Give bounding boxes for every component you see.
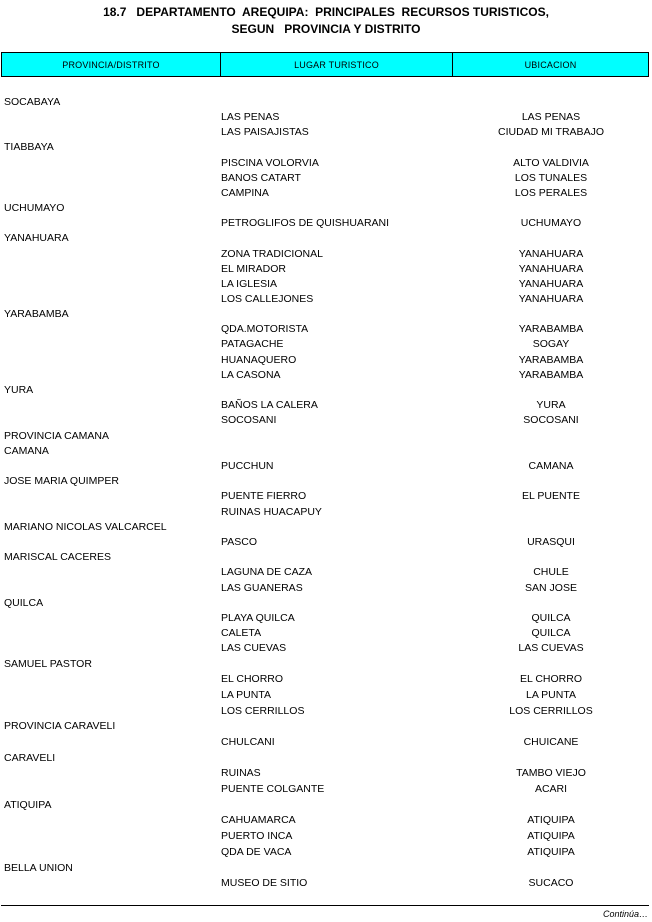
- location-cell: CAMANA: [528, 460, 574, 472]
- location-cell: URASQUI: [527, 536, 575, 548]
- location-cell: YANAHUARA: [518, 248, 584, 260]
- table-row: [0, 657, 652, 672]
- place-cell: CHULCANI: [221, 736, 275, 748]
- location-cell: SUCACO: [528, 877, 574, 889]
- table-row: [0, 156, 652, 171]
- table-row: [0, 413, 652, 428]
- location-cell: LAS CUEVAS: [518, 642, 584, 654]
- location-cell: QUILCA: [531, 612, 571, 624]
- district-cell: SAMUEL PASTOR: [4, 658, 92, 670]
- location-cell: EL CHORRO: [519, 673, 583, 685]
- page-subtitle: SEGUN PROVINCIA Y DISTRITO: [231, 22, 421, 36]
- table-row: [0, 535, 652, 550]
- table-row: [0, 262, 652, 277]
- table-row: [0, 110, 652, 125]
- place-cell: SOCOSANI: [221, 414, 277, 426]
- location-cell: LA PUNTA: [526, 689, 576, 701]
- district-cell: CAMANA: [4, 445, 49, 457]
- district-cell: PROVINCIA CAMANA: [4, 430, 110, 442]
- table-row: [0, 626, 652, 641]
- place-cell: EL CHORRO: [221, 673, 284, 685]
- table-row: [0, 231, 652, 246]
- district-cell: YARABAMBA: [4, 308, 69, 320]
- location-cell: SOGAY: [532, 338, 570, 350]
- table-row: [0, 550, 652, 565]
- district-cell: YANAHUARA: [4, 232, 69, 244]
- table-row: [0, 876, 652, 891]
- table-row: [0, 429, 652, 444]
- place-cell: MUSEO DE SITIO: [221, 877, 308, 889]
- table-row: [0, 581, 652, 596]
- table-row: [0, 277, 652, 292]
- place-cell: RUINAS: [221, 767, 261, 779]
- table-row: [0, 383, 652, 398]
- location-cell: CIUDAD MI TRABAJO: [498, 126, 604, 138]
- place-cell: LA CASONA: [221, 369, 281, 381]
- table-row: [0, 95, 652, 110]
- place-cell: CAMPINA: [221, 187, 269, 199]
- location-cell: LOS CERRILLOS: [509, 705, 593, 717]
- place-cell: PETROGLIFOS DE QUISHUARANI: [221, 217, 390, 229]
- table-row: [0, 719, 652, 734]
- table-row: [0, 798, 652, 813]
- place-cell: LOS CERRILLOS: [221, 705, 305, 717]
- place-cell: CALETA: [221, 627, 262, 639]
- table-row: [0, 751, 652, 766]
- location-cell: YARABAMBA: [518, 369, 584, 381]
- table-row: [0, 171, 652, 186]
- header-location: UBICACION: [524, 59, 577, 70]
- place-cell: EL MIRADOR: [221, 263, 286, 275]
- place-cell: LA PUNTA: [221, 689, 271, 701]
- location-cell: ATIQUIPA: [527, 830, 575, 842]
- table-row: [0, 398, 652, 413]
- header-province-district: PROVINCIA/DISTRITO: [2, 53, 221, 76]
- table-row: [0, 247, 652, 262]
- table-row: [0, 186, 652, 201]
- table-row: [0, 829, 652, 844]
- table-row: [0, 459, 652, 474]
- continues-note: Continúa…: [602, 909, 648, 919]
- location-cell: YANAHUARA: [518, 263, 584, 275]
- place-cell: BANOS CATART: [221, 172, 301, 184]
- place-cell: LAS PENAS: [221, 111, 280, 123]
- table-row: [0, 735, 652, 750]
- table-row: [0, 520, 652, 535]
- table-row: [0, 292, 652, 307]
- location-cell: TAMBO VIEJO: [516, 767, 586, 779]
- table-row: [0, 688, 652, 703]
- table-row: [0, 704, 652, 719]
- location-cell: YARABAMBA: [518, 323, 584, 335]
- district-cell: JOSE MARIA QUIMPER: [4, 475, 119, 487]
- footer-divider: [1, 905, 649, 906]
- location-cell: LOS TUNALES: [514, 172, 588, 184]
- table-row: [0, 641, 652, 656]
- district-cell: YURA: [4, 384, 34, 396]
- district-cell: MARISCAL CACERES: [4, 551, 111, 563]
- table-row: [0, 505, 652, 520]
- location-cell: LOS PERALES: [514, 187, 588, 199]
- table-row: [0, 201, 652, 216]
- district-cell: CARAVELI: [4, 752, 56, 764]
- table-row: [0, 861, 652, 876]
- table-row: [0, 596, 652, 611]
- district-cell: UCHUMAYO: [4, 202, 65, 214]
- table-row: [0, 140, 652, 155]
- district-cell: PROVINCIA CARAVELI: [4, 720, 116, 732]
- table-row: [0, 474, 652, 489]
- place-cell: LA IGLESIA: [221, 278, 278, 290]
- location-cell: SAN JOSE: [525, 582, 577, 594]
- table-row: [0, 368, 652, 383]
- location-cell: ALTO VALDIVIA: [513, 157, 589, 169]
- table-row: [0, 489, 652, 504]
- location-cell: ATIQUIPA: [527, 846, 575, 858]
- place-cell: PISCINA VOLORVIA: [221, 157, 319, 169]
- location-cell: QUILCA: [531, 627, 571, 639]
- table-row: [0, 845, 652, 860]
- place-cell: LAS PAISAJISTAS: [221, 126, 309, 138]
- place-cell: PLAYA QUILCA: [221, 612, 295, 624]
- table-row: [0, 307, 652, 322]
- location-cell: CHUICANE: [523, 736, 579, 748]
- place-cell: ZONA TRADICIONAL: [221, 248, 323, 260]
- table-row: [0, 611, 652, 626]
- place-cell: RUINAS HUACAPUY: [221, 506, 322, 518]
- table-row: [0, 216, 652, 231]
- place-cell: PUCCHUN: [221, 460, 274, 472]
- location-cell: YURA: [536, 399, 566, 411]
- page-title: 18.7 DEPARTAMENTO AREQUIPA: PRINCIPALES RECURSOS TURISTICOS,: [103, 5, 549, 19]
- table-row: [0, 766, 652, 781]
- location-cell: YANAHUARA: [518, 293, 584, 305]
- place-cell: QDA.MOTORISTA: [221, 323, 309, 335]
- location-cell: LAS PENAS: [521, 111, 581, 123]
- table-row: [0, 813, 652, 828]
- place-cell: QDA DE VACA: [221, 846, 292, 858]
- location-cell: CHULE: [533, 566, 569, 578]
- district-cell: SOCABAYA: [4, 96, 61, 108]
- place-cell: BAÑOS LA CALERA: [221, 399, 318, 411]
- location-cell: ACARI: [534, 783, 568, 795]
- location-cell: YARABAMBA: [518, 354, 584, 366]
- place-cell: CAHUAMARCA: [221, 814, 296, 826]
- district-cell: BELLA UNION: [4, 862, 73, 874]
- table-row: [0, 444, 652, 459]
- table-row: [0, 672, 652, 687]
- place-cell: PUERTO INCA: [221, 830, 293, 842]
- district-cell: MARIANO NICOLAS VALCARCEL: [4, 521, 167, 533]
- place-cell: LAS GUANERAS: [221, 582, 303, 594]
- table-row: [0, 565, 652, 580]
- district-cell: ATIQUIPA: [4, 799, 52, 811]
- table-row: [0, 782, 652, 797]
- place-cell: LAS CUEVAS: [221, 642, 287, 654]
- table-row: [0, 125, 652, 140]
- place-cell: PUENTE COLGANTE: [221, 783, 325, 795]
- table-row: [0, 322, 652, 337]
- place-cell: PASCO: [221, 536, 257, 548]
- place-cell: HUANAQUERO: [221, 354, 297, 366]
- place-cell: PATAGACHE: [221, 338, 284, 350]
- location-cell: YANAHUARA: [518, 278, 584, 290]
- place-cell: PUENTE FIERRO: [221, 490, 307, 502]
- location-cell: EL PUENTE: [522, 490, 580, 502]
- header-tourist-place: LUGAR TURISTICO: [221, 53, 453, 76]
- place-cell: LOS CALLEJONES: [221, 293, 314, 305]
- district-cell: TIABBAYA: [4, 141, 54, 153]
- district-cell: QUILCA: [4, 597, 44, 609]
- place-cell: LAGUNA DE CAZA: [221, 566, 313, 578]
- table-row: [0, 337, 652, 352]
- location-cell: SOCOSANI: [523, 414, 579, 426]
- location-cell: ATIQUIPA: [527, 814, 575, 826]
- table-row: [0, 353, 652, 368]
- location-cell: UCHUMAYO: [520, 217, 582, 229]
